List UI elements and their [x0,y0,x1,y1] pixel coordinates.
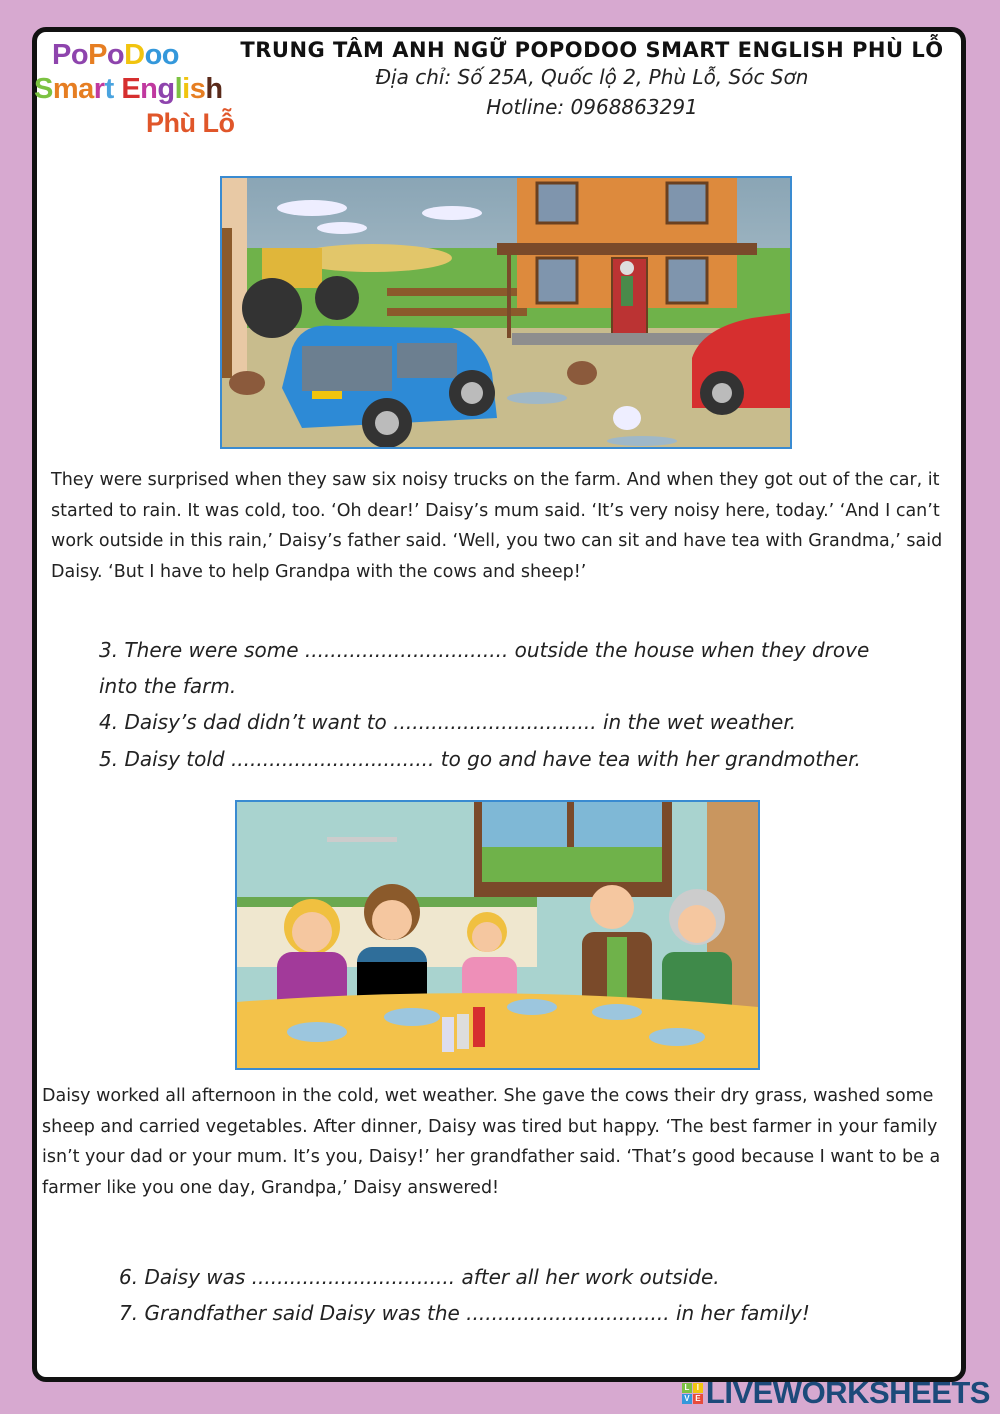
live-badge-letter: I [693,1383,703,1393]
question-4: 4. Daisy’s dad didn’t want to ................................ in the wet weather. [99,710,797,734]
reading-passage-1: They were surprised when they saw six noisy trucks on the farm. And when they got out of the car, it started to rain. It was cold, too. ‘Oh dear!’ Daisy’s mum said. ‘It’s very noisy here, today.’ ‘And I can’t work outside in this rain,’ Daisy’s father said. ‘Well, you two can sit and have tea with Grandma,’ said Daisy. ‘But I have to help Grandpa with the cows and sheep!’ [51,470,943,582]
question-3: 3. There were some ................................ outside the house when they drove [99,638,870,662]
farm-scene-illustration [222,178,790,447]
family-dinner-illustration [237,802,758,1068]
logo-letter: s [189,73,206,105]
logo-letter: t [104,73,114,105]
logo-letter: r [93,73,105,105]
live-badge-letter: V [682,1394,692,1404]
logo-line-smart-english [34,72,254,106]
logo-letter: oo [144,39,180,71]
logo-letter: E [121,73,141,105]
logo-letter: g [157,73,175,105]
family-dinner-image [235,800,760,1070]
logo-line-popodoo [34,38,254,72]
logo-letter: a [78,73,94,105]
reading-passage-2: Daisy worked all afternoon in the cold, wet weather. She gave the cows their dry grass, washed some sheep and carried vegetables. After dinner, Daisy was tired but happy. ‘The best farmer in your family isn’t your dad or your mum. It’s you, Daisy!’ her grandfather said. ‘That’s good because I want to be a farmer like you one day, Grandpa,’ Daisy answered! [42,1086,941,1198]
logo-letter: m [52,73,79,105]
logo-letter: Po [52,39,89,71]
logo-letter: h [205,73,223,105]
question-3-continued: into the farm. [99,674,237,698]
liveworksheets-wordmark: LIVEWORKSHEETS [705,1375,990,1410]
question-6: 6. Daisy was ................................ after all her work outside. [119,1265,720,1289]
liveworksheets-brand [682,1375,990,1410]
logo-letter: o [106,39,125,71]
question-7: 7. Grandfather said Daisy was the ................................ in her family! [119,1301,810,1325]
logo-letter: n [140,73,158,105]
header [232,38,952,122]
logo-letter: D [124,39,145,71]
center-title: TRUNG TÂM ANH NGỮ POPODOO SMART ENGLISH PHÙ LỖ [240,38,944,62]
logo-letter: Phù Lỗ [146,108,235,138]
logo-letter: P [88,39,107,71]
logo-letter: S [34,73,53,105]
live-badge-letter: L [682,1383,692,1393]
question-5: 5. Daisy told ................................ to go and have tea with her grandmother. [99,747,861,771]
hotline: Hotline: 0968863291 [486,95,698,119]
logo-line-phu-lo [34,106,254,140]
popodoo-logo [34,38,254,140]
logo-letter: i [182,73,190,105]
live-badge-letter: E [693,1394,703,1404]
address: Địa chỉ: Số 25A, Quốc lộ 2, Phù Lỗ, Sóc Sơn [375,65,809,89]
logo-letter: l [174,73,183,105]
farm-scene-image [220,176,792,449]
live-badge-icon [682,1383,703,1404]
